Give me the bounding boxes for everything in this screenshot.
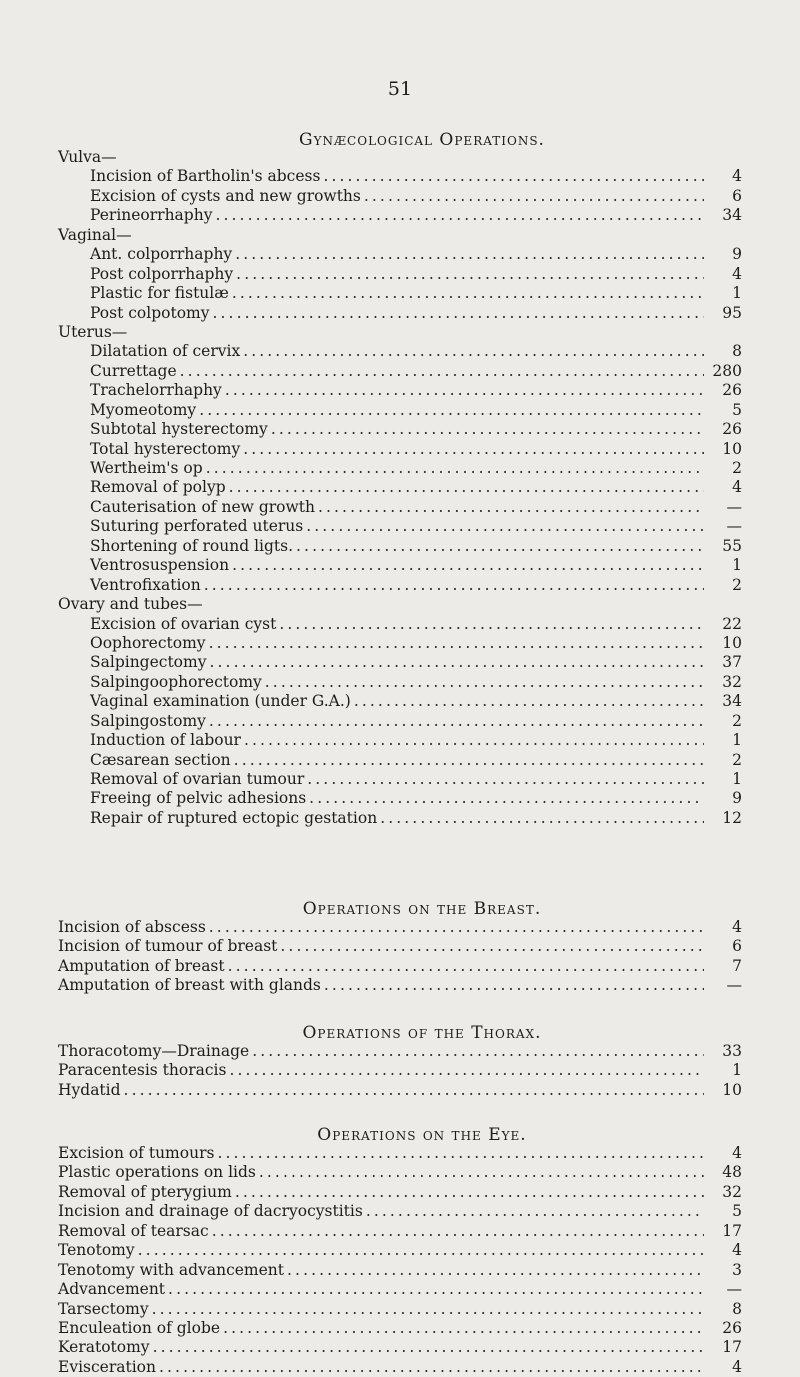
operation-count: 7 [732,956,742,975]
operation-count: 26 [722,381,742,400]
dot-leader [243,440,704,459]
operation-label: Ventrosuspension [90,556,230,575]
table-row [58,1338,742,1357]
operation-label: Keratotomy [58,1338,150,1357]
dot-leader [215,206,704,225]
section-eye [58,1124,742,1377]
operation-count: — [726,497,742,516]
table-row [58,751,742,770]
table-row [58,187,742,206]
operation-count: 10 [722,439,742,458]
operation-label: Excision of tumours [58,1144,215,1162]
operation-label: Incision of abscess [58,918,206,936]
dot-leader [209,653,704,672]
operation-count: 4 [732,167,742,186]
dot-leader [152,1300,704,1319]
operation-label: Perineorrhaphy [90,206,213,225]
operation-count: 1 [732,556,742,575]
operation-label: Tarsectomy [58,1299,149,1318]
table-row [58,1319,742,1338]
table-row [58,1241,742,1260]
dot-leader [287,1261,704,1280]
operation-label: Incision of Bartholin's abcess [90,167,321,186]
operation-count: 10 [722,633,742,652]
table-row [58,167,742,186]
dot-leader [243,342,704,361]
table-row [58,459,742,478]
operation-label: Post colpotomy [90,303,210,322]
table-row [58,537,742,556]
dot-leader [236,265,704,284]
section-title: Operations on the Breast. [302,899,542,919]
dot-leader [232,284,704,303]
table-row [58,381,742,400]
table-row [58,1081,742,1100]
table-row [58,1280,742,1299]
operation-count: — [726,517,742,536]
operation-count: 280 [712,361,742,380]
table-row [58,692,742,711]
operation-count: 12 [722,808,742,827]
operation-count: 1 [732,731,742,750]
operation-label: Subtotal hysterectomy [90,420,268,439]
dot-leader [225,381,704,400]
section-title: Operations on the Eye. [317,1125,527,1145]
operation-label: Advancement [58,1280,166,1299]
operation-label: Excision of ovarian cyst [90,614,277,633]
table-row [58,731,742,750]
table-row [58,245,742,264]
section-breast [58,898,742,996]
operation-label: Thoracotomy—Drainage [58,1042,250,1060]
table-row [58,976,742,995]
operation-count: 5 [732,400,742,419]
operation-count: 2 [732,459,742,477]
table-row [58,1222,742,1241]
dot-leader [138,1241,704,1260]
table-row [58,1144,742,1163]
operation-count: 2 [732,575,742,594]
operation-count: 17 [722,1221,742,1240]
table-row [58,556,742,575]
operation-label: Repair of ruptured ectopic gestation [90,808,378,827]
operation-count: 2 [732,711,742,730]
group-heading: Ovary and tubes— [58,595,203,614]
table-row [58,478,742,497]
group-heading: Uterus— [58,322,128,341]
operation-count: 8 [732,342,742,361]
section-title: Gynæcological Operations. [299,130,545,150]
dot-leader [234,751,704,770]
operation-count: 3 [732,1260,742,1279]
dot-leader [265,673,704,692]
operation-label: Tenotomy [58,1241,135,1260]
table-row [58,653,742,672]
operation-label: Induction of labour [90,731,241,750]
dot-leader [235,1183,704,1202]
table-row [58,420,742,439]
table-row [58,498,742,517]
dot-leader [209,712,704,731]
operation-count: 10 [722,1080,742,1099]
dot-leader [217,1144,704,1163]
operation-count: 33 [722,1042,742,1060]
group-heading: Vulva— [58,148,117,166]
operation-count: — [726,976,742,995]
dot-leader [229,478,704,497]
operation-count: 4 [732,918,742,936]
dot-leader [124,1081,704,1100]
operation-label: Removal of pterygium [58,1182,232,1201]
operation-label: Suturing perforated uterus [90,517,304,536]
table-row [58,304,742,323]
operation-label: Paracentesis thoracis [58,1061,227,1080]
table-gynaecological [58,148,742,828]
group-heading: Vaginal— [58,225,132,244]
dot-leader [279,615,704,634]
table-row [58,362,742,381]
operation-count: 1 [732,284,742,303]
operation-label: Tenotomy with advancement [58,1260,285,1279]
operation-count: 37 [722,653,742,672]
operation-count: 4 [732,1357,742,1376]
table-row [58,1183,742,1202]
dot-leader [199,401,704,420]
operation-label: Wertheim's op [90,459,203,477]
dot-leader [235,245,704,264]
group-vulva [58,148,742,226]
operation-count: — [726,1280,742,1299]
operation-label: Plastic for fistulæ [90,284,229,303]
table-row [58,615,742,634]
operation-label: Cauterisation of new growth [90,497,315,516]
operation-label: Excision of cysts and new growths [90,186,361,205]
operation-count: 4 [732,478,742,497]
operation-label: Removal of tearsac [58,1221,209,1240]
operation-count: 32 [722,1182,742,1201]
table-row [58,284,742,303]
operation-label: Salpingectomy [90,653,207,672]
operation-count: 9 [732,245,742,264]
group-ovary-and-tubes [58,595,742,828]
table-row [58,634,742,653]
operation-count: 48 [722,1163,742,1182]
operation-count: 5 [732,1202,742,1221]
table-thorax [58,1042,742,1100]
dot-leader [180,362,704,381]
operation-count: 1 [732,770,742,788]
operation-label: Incision and drainage of dacryocystitis [58,1202,363,1221]
dot-leader [354,692,704,711]
operation-label: Dilatation of cervix [90,342,241,361]
dot-leader [380,809,704,828]
operation-label: Evisceration [58,1357,156,1376]
dot-leader [223,1319,704,1338]
operation-label: Ventrofixation [90,575,201,594]
operation-label: Post colporrhaphy [90,264,234,283]
operation-count: 34 [722,206,742,225]
operation-label: Freeing of pelvic adhesions [90,789,307,808]
section-title: Operations of the Thorax. [302,1023,542,1043]
operation-label: Removal of ovarian tumour [90,770,305,788]
table-row [58,265,742,284]
dot-leader [252,1042,704,1061]
dot-leader [306,517,704,536]
table-row [58,712,742,731]
dot-leader [366,1202,704,1221]
table-row [58,1163,742,1182]
dot-leader [228,957,704,976]
operation-label: Salpingostomy [90,711,206,730]
dot-leader [324,976,704,995]
table-row [58,342,742,361]
table-row [58,401,742,420]
dot-leader [204,576,704,595]
operation-label: Shortening of round ligts. [90,536,294,555]
operation-label: Plastic operations on lids [58,1163,256,1182]
table-row [58,517,742,536]
operation-count: 4 [732,264,742,283]
operation-label: Enculeation of globe [58,1318,221,1337]
operation-count: 4 [732,1241,742,1260]
dot-leader [309,789,704,808]
table-row [58,576,742,595]
dot-leader [271,420,704,439]
dot-leader [159,1358,704,1377]
dot-leader [209,918,704,937]
dot-leader [323,167,704,186]
table-row [58,809,742,828]
operation-count: 17 [722,1338,742,1357]
operation-count: 55 [722,536,742,555]
operation-label: Cæsarean section [90,750,231,769]
operation-count: 6 [732,186,742,205]
table-row [58,673,742,692]
table-row [58,206,742,225]
table-breast [58,918,742,996]
table-row [58,957,742,976]
operation-count: 95 [722,303,742,322]
section-thorax [58,1022,742,1100]
operation-label: Amputation of breast [58,956,225,975]
table-eye [58,1144,742,1377]
table-row [58,1202,742,1221]
table-row [58,1261,742,1280]
operation-count: 26 [722,420,742,439]
operation-label: Salpingoophorectomy [90,672,262,691]
operation-label: Hydatid [58,1080,121,1099]
group-uterus [58,323,742,595]
dot-leader [244,731,704,750]
operation-count: 4 [732,1144,742,1162]
operation-count: 32 [722,672,742,691]
operation-label: Currettage [90,361,177,380]
dot-leader [212,1222,704,1241]
operation-label: Total hysterectomy [90,439,241,458]
dot-leader [153,1338,704,1357]
table-row [58,1358,742,1377]
dot-leader [229,1061,704,1080]
dot-leader [206,459,704,478]
dot-leader [209,634,704,653]
dot-leader [259,1163,704,1182]
table-row [58,1061,742,1080]
operation-label: Vaginal examination (under G.A.) [90,692,351,711]
section-gynaecological [58,129,742,828]
dot-leader [307,770,704,789]
operation-count: 34 [722,692,742,711]
operation-count: 1 [732,1061,742,1080]
table-row [58,918,742,937]
page-number: 51 [387,78,413,100]
operation-label: Incision of tumour of breast [58,937,278,956]
group-vaginal [58,226,742,323]
dot-leader [232,556,704,575]
operation-count: 6 [732,937,742,956]
operation-count: 26 [722,1318,742,1337]
table-row [58,440,742,459]
dot-leader [296,537,704,556]
table-row [58,937,742,956]
operation-label: Oophorectomy [90,633,206,652]
operation-count: 22 [722,614,742,633]
operation-count: 8 [732,1299,742,1318]
dot-leader [318,498,704,517]
dot-leader [280,937,704,956]
operation-label: Ant. colporrhaphy [90,245,233,264]
table-row [58,770,742,789]
operation-label: Myomeotomy [90,400,197,419]
table-row [58,1042,742,1061]
operation-label: Amputation of breast with glands [58,976,321,995]
table-row [58,789,742,808]
operation-label: Trachelorrhaphy [90,381,222,400]
dot-leader [212,304,704,323]
dot-leader [168,1280,704,1299]
table-row [58,1300,742,1319]
operation-count: 2 [732,750,742,769]
operation-count: 9 [732,789,742,808]
dot-leader [364,187,704,206]
operation-label: Removal of polyp [90,478,226,497]
